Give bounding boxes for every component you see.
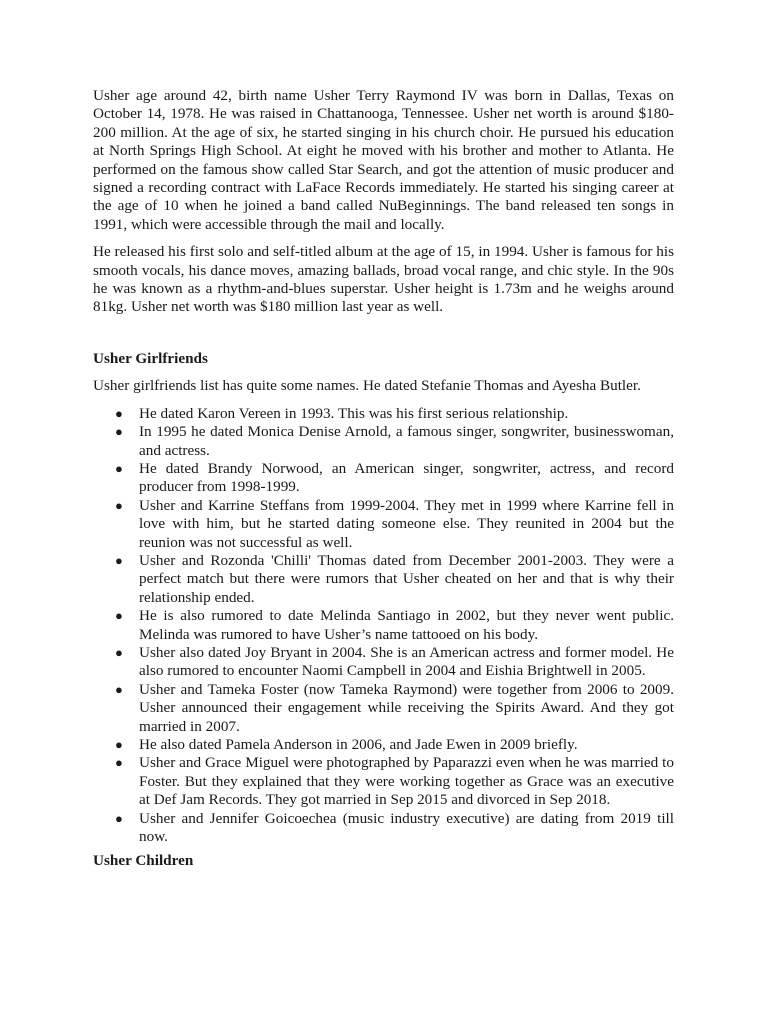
bullet-icon: ● bbox=[115, 460, 123, 476]
list-item-text: Usher and Tameka Foster (now Tameka Raymond) were together from 2006 to 2009. Usher announced their engagement while receiving the Spirits Award. And they got married in 2007. bbox=[139, 680, 674, 735]
list-item-text: In 1995 he dated Monica Denise Arnold, a famous singer, songwriter, businesswoman, and actress. bbox=[139, 423, 674, 459]
list-item bbox=[93, 736, 674, 754]
list-item bbox=[93, 405, 674, 423]
bullet-icon: ● bbox=[115, 681, 123, 697]
list-item bbox=[93, 644, 674, 681]
intro-paragraph-2: He released his first solo and self-titled album at the age of 15, in 1994. Usher is famous for his smooth vocals, his dance moves, amazing ballads, broad vocal range, and chic style. In the 90s he was known as a rhythm-and-blues superstar. Usher height is 1.73m and he weighs around 81kg. Usher net worth was $180 million last year as well. bbox=[93, 243, 674, 316]
list-item bbox=[93, 754, 674, 809]
girlfriends-intro: Usher girlfriends list has quite some names. He dated Stefanie Thomas and Ayesha Butler. bbox=[93, 377, 641, 395]
list-item bbox=[93, 423, 674, 460]
list-item-text: He dated Brandy Norwood, an American singer, songwriter, actress, and record producer from 1998-1999. bbox=[139, 459, 674, 496]
list-item-text: Usher and Jennifer Goicoechea (music industry executive) are dating from 2019 till now. bbox=[139, 809, 674, 846]
list-item-text: Usher and Grace Miguel were photographed by Paparazzi even when he was married to Foster. But they explained that they were working together as Grace was an executive at Def Jam Records. They got married in Sep 2015 and divorced in Sep 2018. bbox=[139, 754, 674, 809]
list-item-text: He dated Karon Vereen in 1993. This was his first serious relationship. bbox=[139, 404, 569, 422]
girlfriends-heading: Usher Girlfriends bbox=[93, 349, 208, 367]
bullet-icon: ● bbox=[115, 405, 123, 421]
list-item bbox=[93, 497, 674, 552]
girlfriends-list bbox=[93, 405, 674, 847]
bullet-icon: ● bbox=[115, 552, 123, 568]
list-item-text: He is also rumored to date Melinda Santiago in 2002, but they never went public. Melinda was rumored to have Usher’s name tattooed on his body. bbox=[139, 607, 674, 643]
list-item-text: Usher also dated Joy Bryant in 2004. She is an American actress and former model. He also rumored to encounter Naomi Campbell in 2004 and Eishia Brightwell in 2005. bbox=[139, 643, 674, 680]
intro-paragraph-1: Usher age around 42, birth name Usher Terry Raymond IV was born in Dallas, Texas on October 14, 1978. He was raised in Chattanooga, Tennessee. Usher net worth is around $180-200 million. At the age of six, he started singing in his church choir. He pursued his education at North Springs High School. At eight he moved with his brother and mother to Atlanta. He performed on the famous show called Star Search, and got the attention of music producer and signed a recording contract with LaFace Records immediately. He started his singing career at the age of 10 when he joined a band called NuBeginnings. The band released ten songs in 1991, which were accessible through the mail and locally. bbox=[93, 87, 674, 233]
list-item bbox=[93, 681, 674, 736]
list-item bbox=[93, 810, 674, 847]
list-item bbox=[93, 552, 674, 607]
bullet-icon: ● bbox=[115, 497, 123, 513]
document-page bbox=[93, 87, 674, 871]
bullet-icon: ● bbox=[115, 608, 123, 624]
bullet-icon: ● bbox=[115, 755, 123, 771]
list-item bbox=[93, 607, 674, 644]
list-item-text: Usher and Rozonda 'Chilli' Thomas dated from December 2001-2003. They were a perfect match but there were rumors that Usher cheated on her and that is why their relationship ended. bbox=[139, 551, 674, 606]
list-item-text: He also dated Pamela Anderson in 2006, and Jade Ewen in 2009 briefly. bbox=[139, 736, 578, 753]
bullet-icon: ● bbox=[115, 810, 123, 826]
list-item-text: Usher and Karrine Steffans from 1999-2004. They met in 1999 where Karrine fell in love with him, but he started dating someone else. They reunited in 2004 but the reunion was not successful as well. bbox=[139, 496, 674, 551]
list-item bbox=[93, 460, 674, 497]
children-heading: Usher Children bbox=[93, 852, 194, 870]
bullet-icon: ● bbox=[115, 737, 123, 752]
bullet-icon: ● bbox=[115, 644, 123, 660]
bullet-icon: ● bbox=[115, 424, 123, 440]
